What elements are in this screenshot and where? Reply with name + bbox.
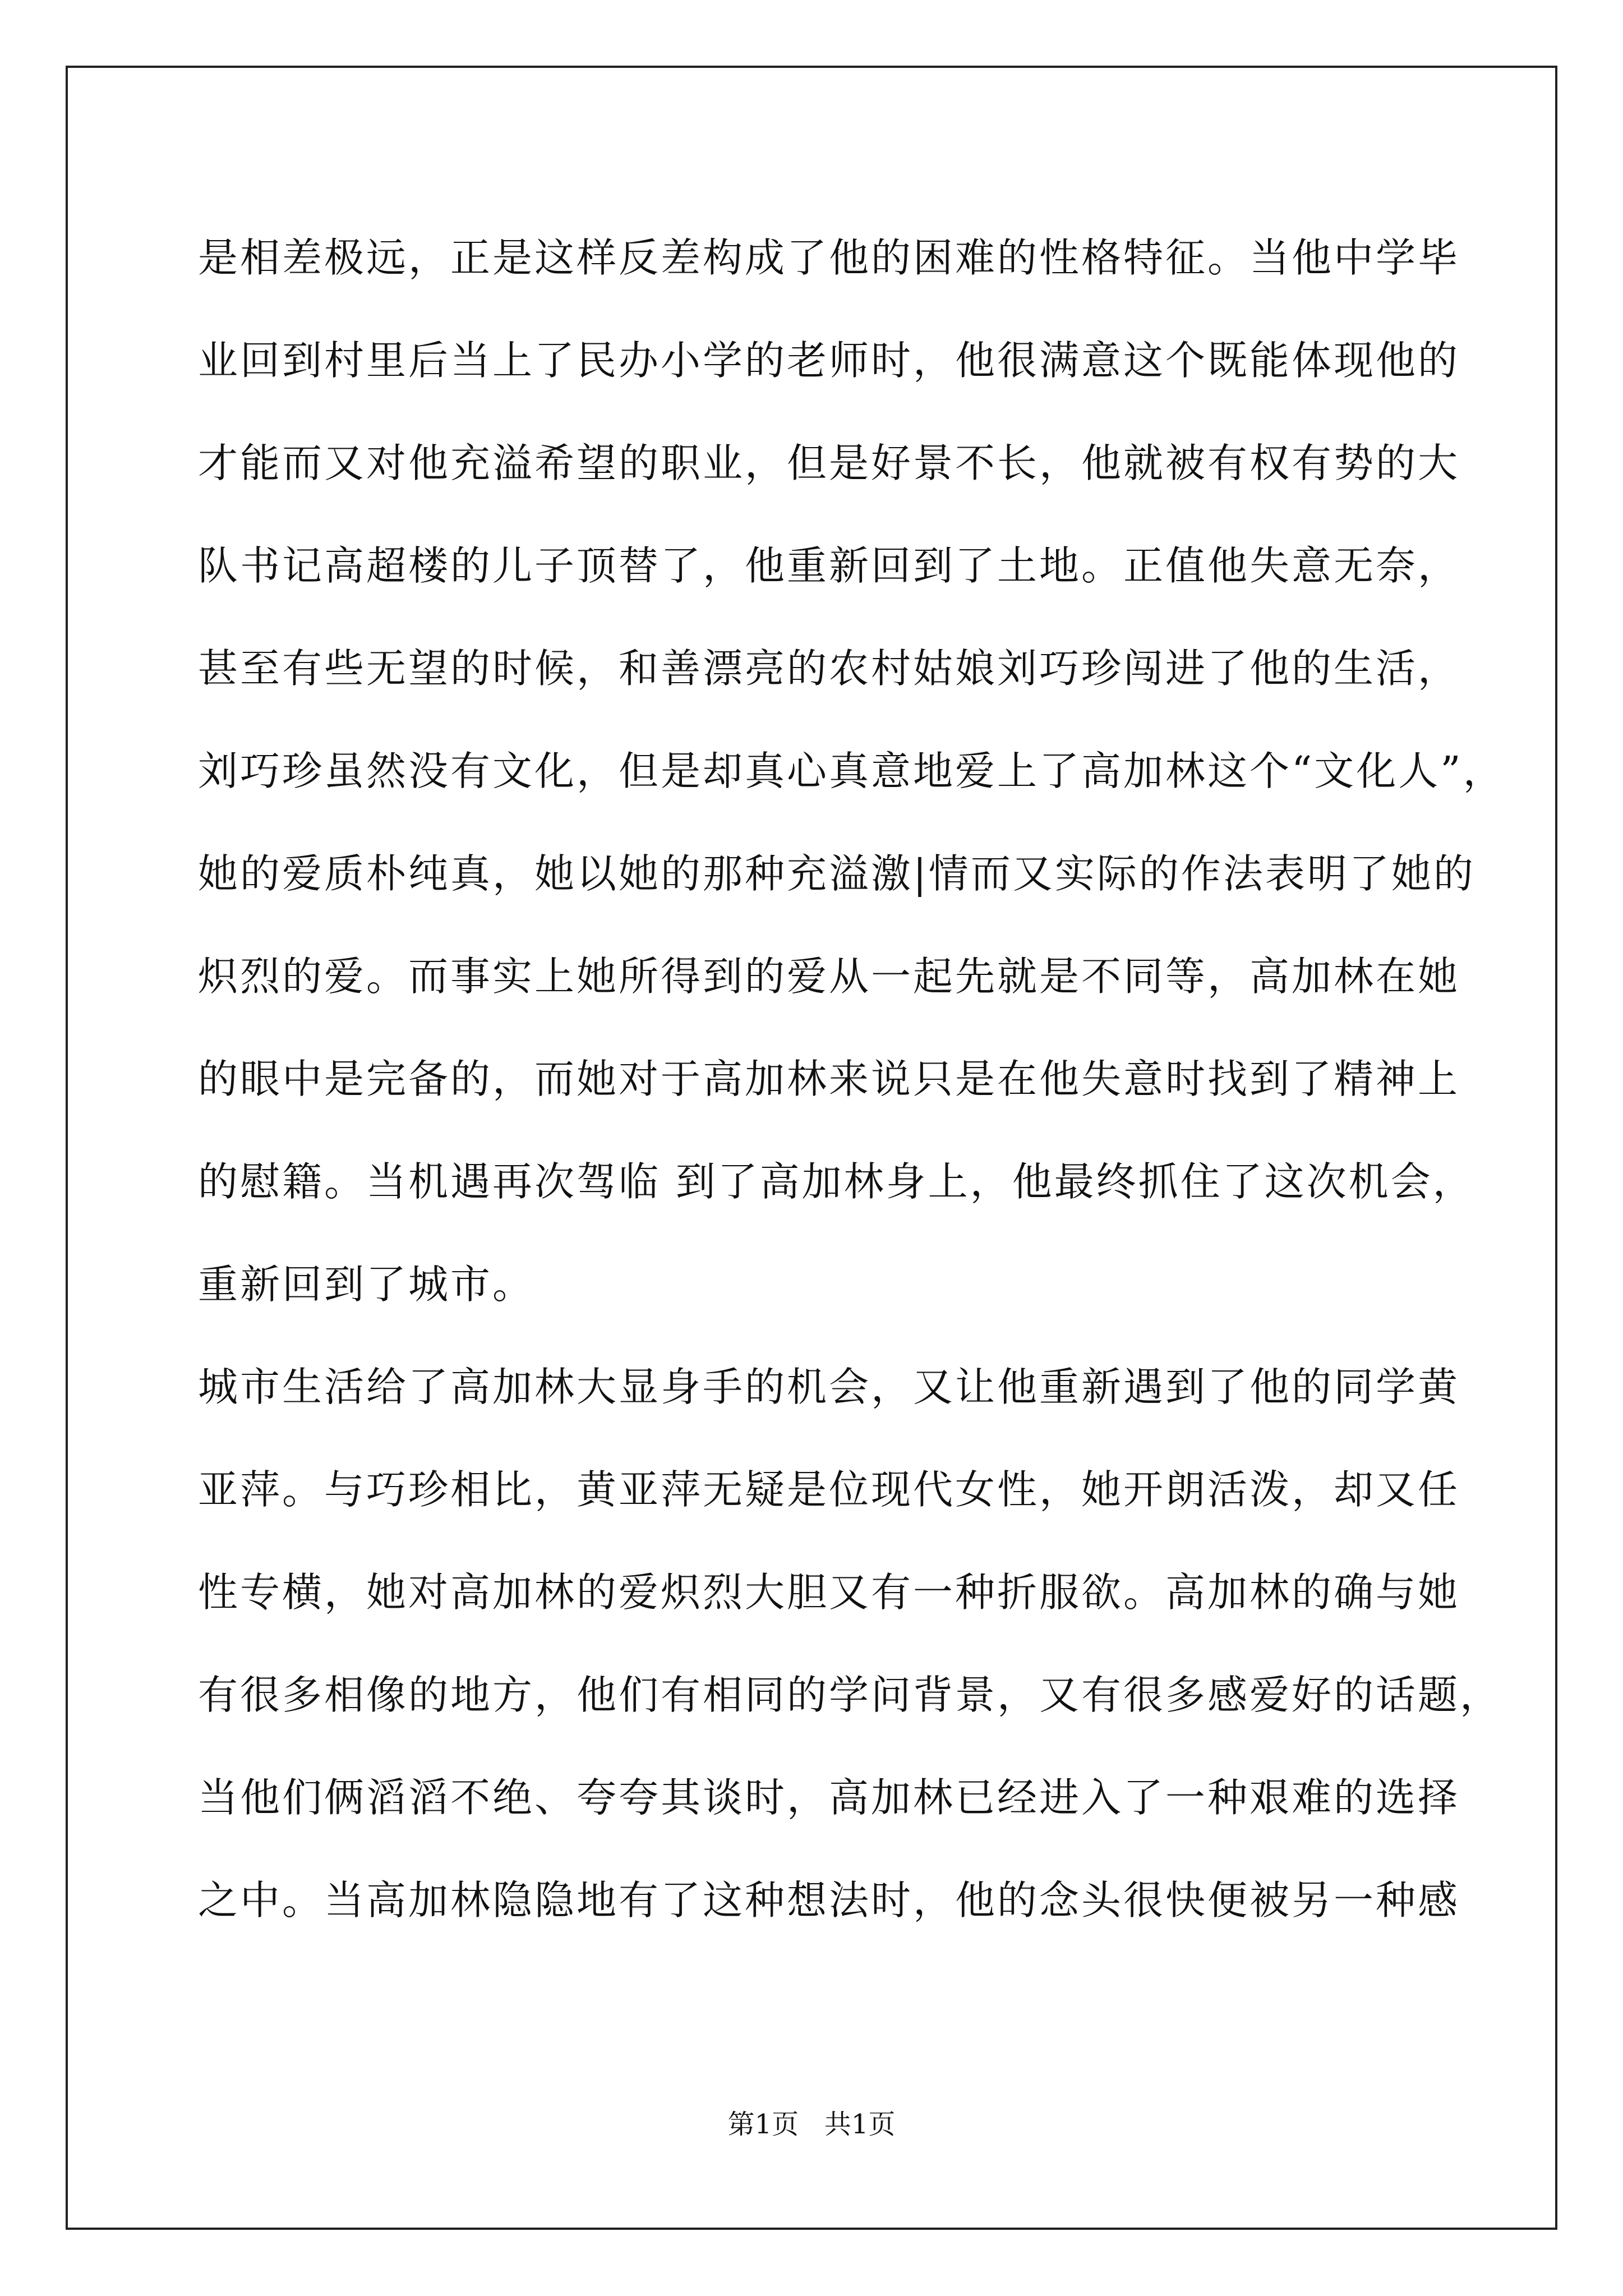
text-line: 她的爱质朴纯真，她以她的那种充溢激|情而又实际的作法表明了她的	[198, 850, 1476, 897]
text-line: 队书记高超楼的儿子顶替了，他重新回到了土地。正值他失意无奈，	[198, 542, 1460, 589]
text-line: 城市生活给了高加林大显身手的机会，又让他重新遇到了他的同学黄	[198, 1364, 1460, 1410]
text-line: 亚萍。与巧珍相比，黄亚萍无疑是位现代女性，她开朗活泼，却又任	[198, 1466, 1460, 1513]
text-line: 才能而又对他充溢希望的职业，但是好景不长，他就被有权有势的大	[198, 440, 1460, 486]
text-line: 炽烈的爱。而事实上她所得到的爱从一起先就是不同等，高加林在她	[198, 953, 1460, 1000]
text-line: 重新回到了城市。	[198, 1261, 535, 1308]
text-line: 当他们俩滔滔不绝、夸夸其谈时，高加林已经进入了一种艰难的选择	[198, 1774, 1460, 1821]
text-line: 甚至有些无望的时候，和善漂亮的农村姑娘刘巧珍闯进了他的生活，	[198, 645, 1460, 692]
text-line: 有很多相像的地方，他们有相同的学问背景，又有很多感爱好的话题，	[198, 1672, 1502, 1718]
text-line: 业回到村里后当上了民办小学的老师时，他很满意这个既能体现他的	[198, 337, 1460, 384]
text-line: 之中。当高加林隐隐地有了这种想法时，他的念头很快便被另一种感	[198, 1877, 1460, 1924]
text-line: 是相差极远，正是这样反差构成了他的困难的性格特征。当他中学毕	[198, 234, 1460, 281]
document-body	[198, 206, 1505, 1952]
text-line: 的慰籍。当机遇再次驾临 到了高加林身上，他最终抓住了这次机会，	[198, 1158, 1475, 1205]
text-line: 刘巧珍虽然没有文化，但是却真心真意地爱上了高加林这个“文化人”，	[198, 748, 1505, 794]
page-number-footer: 第1页 共1页	[727, 2109, 896, 2140]
text-line: 性专横，她对高加林的爱炽烈大胆又有一种折服欲。高加林的确与她	[198, 1569, 1460, 1616]
text-line: 的眼中是完备的，而她对于高加林来说只是在他失意时找到了精神上	[198, 1056, 1460, 1102]
